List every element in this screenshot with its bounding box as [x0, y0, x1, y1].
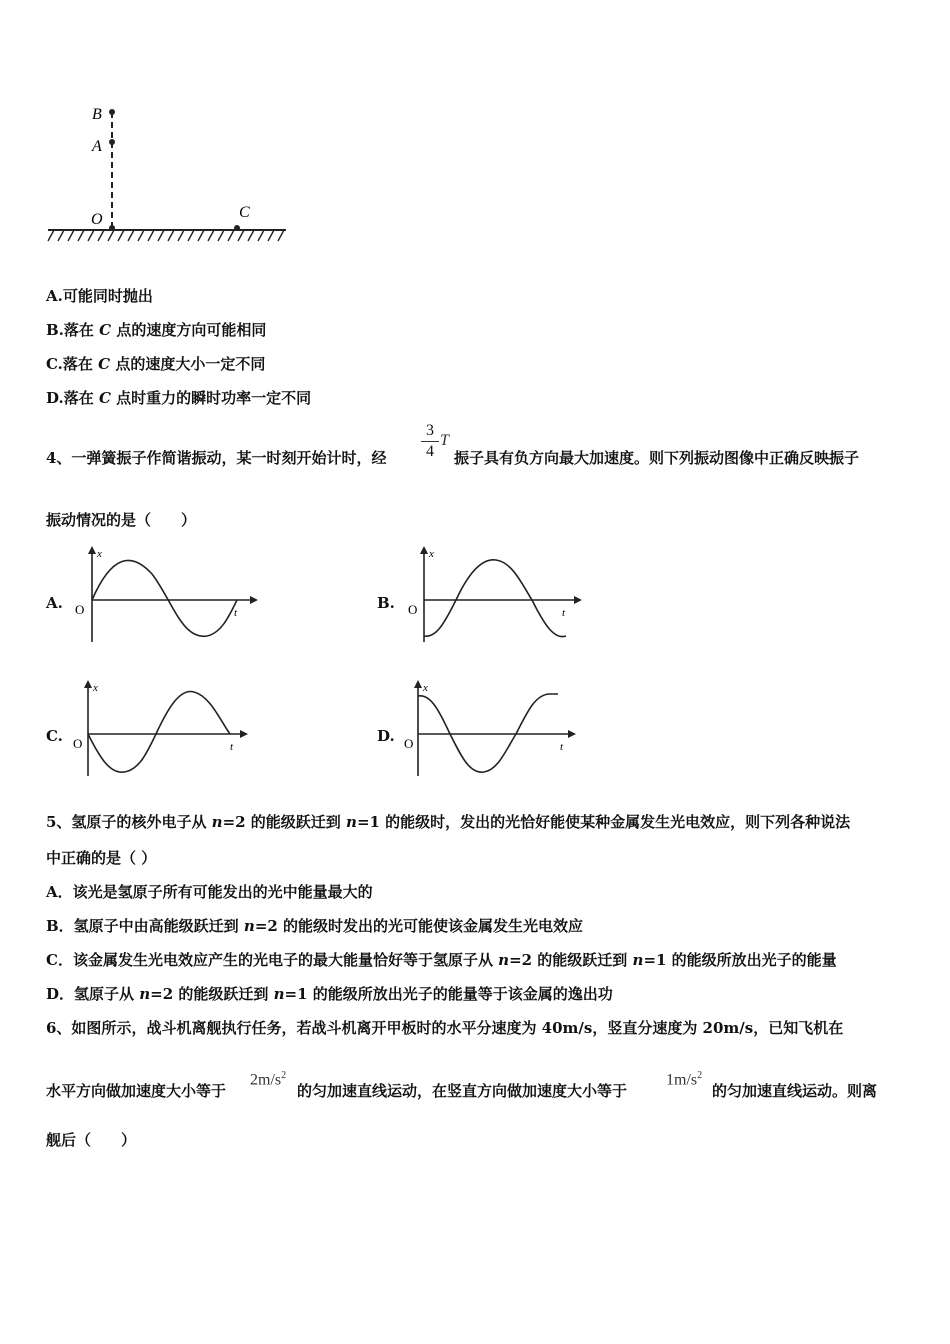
q5-text: =1 的能级所放出光子的能量: [643, 951, 837, 969]
y-label: x: [429, 548, 434, 560]
option-text: 点时重力的瞬时功率一定不同: [110, 389, 312, 407]
q3-option-c: [46, 354, 265, 374]
label-b: B: [92, 106, 102, 123]
option-key: C.: [46, 355, 63, 373]
q4-fraction: [420, 422, 440, 461]
label-c: C: [239, 204, 250, 221]
acc-exponent: 2: [281, 1070, 287, 1081]
label-a: A: [92, 138, 102, 155]
q3-option-a: [46, 286, 153, 306]
wave: [92, 560, 237, 636]
label-o: O: [91, 211, 103, 228]
point-b: [109, 109, 115, 115]
x-arrow: [568, 730, 576, 738]
point-a: [109, 139, 115, 145]
q6-stem-line2-b: 的匀加速直线运动，在竖直方向做加速度大小等于: [297, 1082, 628, 1100]
q5-n-var: n: [273, 985, 285, 1003]
q3-option-d: [46, 388, 311, 408]
q6-stem-line2-a: 水平方向做加速度大小等于: [46, 1082, 227, 1100]
q5-n-var: n: [632, 951, 644, 969]
q4-stem-line1-post: 振子具有负方向最大加速度。则下列振动图像中正确反映振子: [454, 449, 860, 467]
q6-stem-line3: 舰后（ ）: [46, 1131, 137, 1149]
origin-label: O: [408, 602, 418, 617]
q5-stem-line1: [46, 812, 850, 832]
q5-n-var: n: [243, 917, 255, 935]
graph-c: [72, 678, 262, 778]
y-label: x: [423, 682, 428, 694]
q6-stem-line2-c: 的匀加速直线运动。则离: [712, 1082, 878, 1100]
q5-text: B．氢原子中由高能级跃迁到: [46, 917, 244, 935]
acc-value: 2m/s: [250, 1071, 282, 1089]
q5-n-var: n: [211, 813, 223, 831]
q4-stem-line1-pre: 4、一弹簧振子作简谐振动，某一时刻开始计时，经: [46, 449, 387, 467]
x-arrow: [574, 596, 582, 604]
q5-n-var: n: [498, 951, 510, 969]
y-arrow: [84, 680, 92, 688]
q5-stem-line2: 中正确的是（ ）: [46, 849, 157, 867]
projectile-figure: [40, 95, 300, 255]
q5-text: =2 的能级跃迁到: [509, 951, 633, 969]
q5-option-a: A．该光是氢原子所有可能发出的光中能量最大的: [46, 883, 373, 901]
q6-stem-line1: 6、如图所示，战斗机离舰执行任务，若战斗机离开甲板时的水平分速度为 40m/s，竖直分速度为 20m/s，已知飞机在: [46, 1019, 844, 1037]
q5-text: =2 的能级跃迁到: [150, 985, 274, 1003]
option-text: 落在: [63, 389, 99, 407]
q5-n-var: n: [139, 985, 151, 1003]
q5-option-b: [46, 916, 583, 936]
x-arrow: [240, 730, 248, 738]
graph-c-label: C.: [46, 727, 63, 745]
fraction-bar: [421, 441, 439, 442]
option-key: D.: [46, 389, 64, 407]
origin-label: O: [73, 736, 83, 751]
wave: [88, 691, 230, 772]
option-var: C: [99, 321, 112, 339]
t-label: t: [234, 607, 238, 619]
wave: [424, 560, 566, 637]
y-arrow: [88, 546, 96, 554]
q5-text: =2 的能级跃迁到: [222, 813, 347, 831]
acc-value: 1m/s: [666, 1071, 698, 1089]
y-arrow: [420, 546, 428, 554]
y-label: x: [93, 682, 98, 694]
option-text: 点的速度方向可能相同: [111, 321, 267, 339]
t-label: t: [562, 607, 566, 619]
graph-a-label: A.: [46, 594, 63, 612]
origin-label: O: [75, 602, 85, 617]
option-key: B.: [46, 321, 64, 339]
q5-text: =1 的能级时，发出的光恰好能使某种金属发生光电效应，则下列各种说法: [356, 813, 851, 831]
graph-b: [404, 544, 594, 644]
graph-a: [72, 544, 262, 644]
option-text: 落在: [63, 321, 100, 339]
graph-d: [404, 678, 594, 778]
acc-exponent: 2: [697, 1070, 703, 1081]
q6-acceleration-1: [250, 1070, 286, 1089]
ground-hatching: [48, 230, 284, 241]
q6-acceleration-2: [666, 1070, 702, 1089]
q5-text: D．氢原子从: [46, 985, 140, 1003]
fraction-denominator: 4: [426, 443, 434, 460]
option-text: 落在: [62, 355, 99, 373]
option-text: 点的速度大小一定不同: [110, 355, 266, 373]
q5-option-c: [46, 950, 837, 970]
graph-d-label: D.: [377, 727, 395, 745]
q4-period-var: T: [440, 432, 449, 449]
y-arrow: [414, 680, 422, 688]
x-arrow: [250, 596, 258, 604]
q3-option-b: [46, 320, 266, 340]
graph-b-label: B.: [377, 594, 395, 612]
q5-text: =2 的能级时发出的光可能使该金属发生光电效应: [254, 917, 584, 935]
q4-stem-line2: 振动情况的是（ ）: [46, 511, 197, 529]
option-var: C: [98, 355, 111, 373]
t-label: t: [560, 741, 564, 753]
q5-text: =1 的能级所放出光子的能量等于该金属的逸出功: [284, 985, 613, 1003]
option-text: 可能同时抛出: [62, 287, 153, 305]
origin-label: O: [404, 736, 414, 751]
q5-option-d: [46, 984, 613, 1004]
fraction-numerator: 3: [426, 422, 434, 439]
option-key: A.: [46, 287, 63, 305]
q5-text: 5、氢原子的核外电子从: [46, 813, 212, 831]
wave: [418, 694, 558, 772]
q5-n-var: n: [346, 813, 357, 831]
q5-text: C．该金属发生光电效应产生的光电子的最大能量恰好等于氢原子从: [46, 951, 499, 969]
y-label: x: [97, 548, 102, 560]
t-label: t: [230, 741, 234, 753]
option-var: C: [98, 389, 111, 407]
